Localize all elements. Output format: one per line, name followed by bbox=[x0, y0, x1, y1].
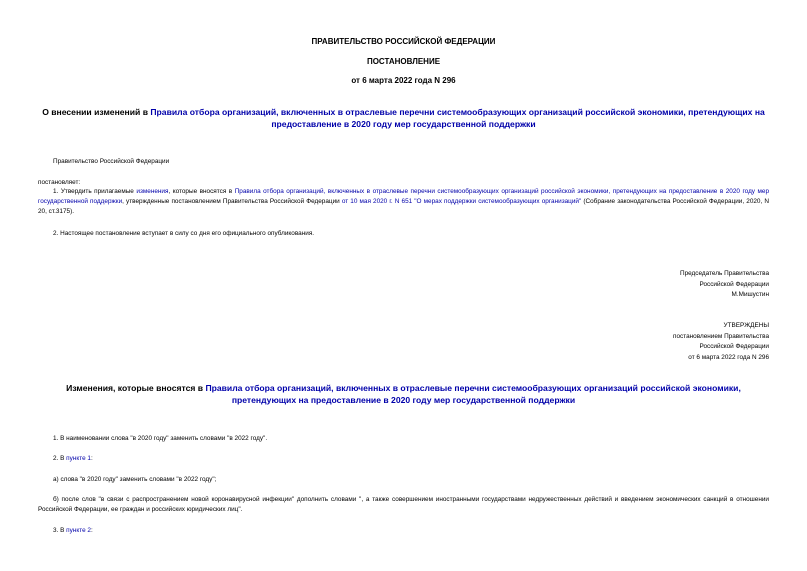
change-2b: б) после слов "в связи с распространением новой коронавирусной инфекции" дополнить словами ", а также совершением иностранными государствами недружественных действий и введением экономических санкций в отношении Российской Федерации, ее граждан и российских юридических лиц". bbox=[38, 496, 769, 513]
paragraph-1-text-a: 1. Утвердить прилагаемые bbox=[53, 188, 137, 195]
header-government: ПРАВИТЕЛЬСТВО РОССИЙСКОЙ ФЕДЕРАЦИИ bbox=[311, 37, 496, 46]
change-3-text-a: 3. В bbox=[53, 527, 67, 534]
title-prefix: О внесении изменений в bbox=[42, 107, 151, 117]
signature-block bbox=[680, 269, 769, 301]
point-1-link[interactable]: пункте 1 bbox=[66, 455, 91, 462]
change-2-text-b: : bbox=[90, 455, 93, 462]
change-3 bbox=[53, 526, 93, 536]
point-2-link[interactable]: пункте 2 bbox=[66, 527, 91, 534]
approval-line2: Российской Федерации bbox=[699, 343, 769, 350]
header-doc-type: ПОСТАНОВЛЕНИЕ bbox=[366, 57, 441, 66]
change-2 bbox=[53, 454, 93, 464]
changes-title-rules-link[interactable]: Правила отбора организаций, включенных в отраслевые перечни системообразующих организаций российской экономики, претендующих на предоставление в 2020 году мер государственной поддержки bbox=[205, 383, 741, 405]
signature-position-line2: Российской Федерации bbox=[699, 280, 769, 288]
signature-name: М.Мишустин bbox=[731, 291, 769, 298]
change-2a: а) слова "в 2020 году" заменить словами "в 2022 году"; bbox=[53, 476, 217, 483]
title-rules-link[interactable]: Правила отбора организаций, включенных в отраслевые перечни системообразующих организаций российской экономики, претендующих на предоставление в 2020 году мер государственной поддержки bbox=[150, 107, 765, 129]
changes-link[interactable]: изменения bbox=[136, 188, 169, 195]
document-title bbox=[38, 106, 769, 130]
paragraph-1 bbox=[38, 187, 769, 216]
preamble-issuer: Правительство Российской Федерации bbox=[53, 158, 170, 165]
approval-block bbox=[673, 321, 769, 363]
approval-line3: от 6 марта 2022 года N 296 bbox=[688, 353, 769, 361]
changes-title bbox=[38, 382, 769, 406]
rules-link[interactable]: Правила отбора организаций, включенных в отраслевые перечни системообразующих организаций российской экономики, претендующих на предоставление в 2020 году мер государственной поддержки bbox=[38, 188, 770, 205]
approval-line1: постановлением Правительства bbox=[673, 332, 769, 340]
change-2-text-a: 2. В bbox=[53, 455, 67, 462]
paragraph-2: 2. Настоящее постановление вступает в силу со дня его официального опубликования. bbox=[53, 230, 315, 237]
changes-title-prefix: Изменения, которые вносятся в bbox=[66, 383, 206, 393]
approval-label: УТВЕРЖДЕНЫ bbox=[723, 322, 769, 329]
change-1: 1. В наименовании слова "в 2020 году" заменить словами "в 2022 году". bbox=[53, 435, 268, 442]
preamble-resolves: постановляет: bbox=[38, 179, 81, 186]
paragraph-1-text-d: (Собрание законодательства Российской Федерации, 2020, N 20, ст.3175). bbox=[38, 197, 769, 215]
change-3-text-b: : bbox=[90, 527, 93, 534]
signature-position-line1: Председатель Правительства bbox=[680, 270, 769, 277]
header-date-number: от 6 марта 2022 года N 296 bbox=[351, 76, 456, 85]
resolution-651-link[interactable]: от 10 мая 2020 г. N 651 "О мерах поддержки системообразующих организаций" bbox=[341, 197, 582, 205]
paragraph-1-text-b: , которые вносятся в bbox=[168, 188, 235, 195]
paragraph-1-text-c: , утвержденные постановлением Правительства Российской Федерации bbox=[122, 197, 342, 205]
